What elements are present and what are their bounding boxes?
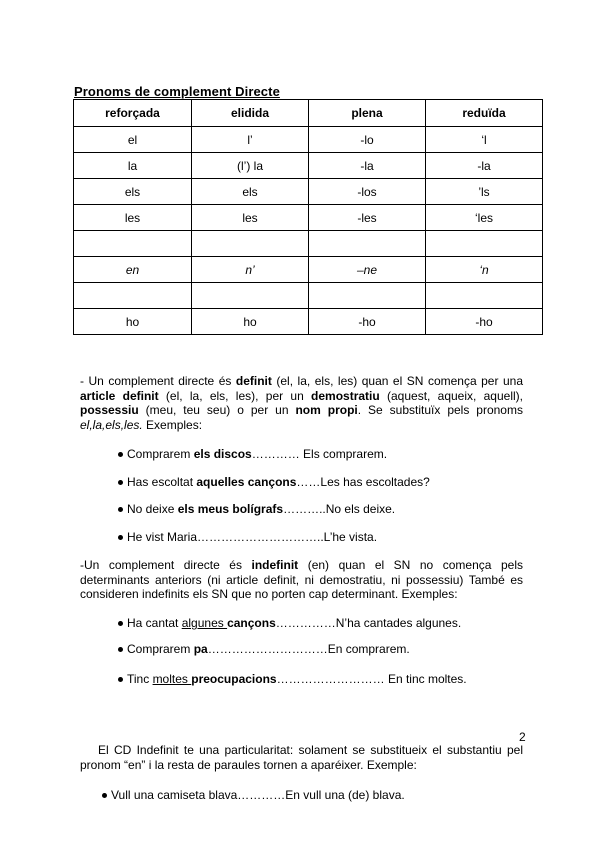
text-run: ………..No els deixe. <box>283 502 396 516</box>
bold-term: cançons <box>227 616 276 630</box>
bullet-icon <box>118 507 123 512</box>
indefinit-paragraph <box>80 558 523 602</box>
list-item <box>118 642 410 656</box>
table-row <box>74 153 543 179</box>
table-cell: ‘n <box>426 257 543 283</box>
bold-term: article definit <box>80 388 159 403</box>
table-row <box>74 205 543 231</box>
definit-paragraph <box>80 374 523 432</box>
table-cell <box>309 231 426 257</box>
text-run: ………… Els comprarem. <box>251 447 388 461</box>
bullet-icon <box>118 621 123 626</box>
bullet-icon <box>118 480 123 485</box>
page-title: Pronoms de complement Directe <box>74 84 280 99</box>
list-item <box>118 530 377 544</box>
bold-term: demostratiu <box>311 388 380 403</box>
table-cell <box>426 283 543 309</box>
bullet-icon <box>118 535 123 540</box>
text-run: Tinc <box>127 672 153 686</box>
table-cell: (l’) la <box>192 153 309 179</box>
page-number: 2 <box>519 730 526 744</box>
text-run: He vist Maria <box>127 530 198 544</box>
list-item <box>118 475 430 489</box>
table-cell: -les <box>309 205 426 231</box>
text-run: . Se substituïx pels pronoms <box>357 403 523 417</box>
text-run: Comprarem <box>127 642 194 656</box>
text-run: Has escoltat <box>127 475 197 489</box>
note-paragraph: El CD Indefinit te una particularitat: solament se substitueix el substantiu pel pronom “en” i la resta de paraules tornen a aparéixer. Exemple: <box>80 743 523 772</box>
list-item <box>118 502 395 516</box>
text-run: Ha cantat <box>127 616 182 630</box>
text-run: - Un complement directe és <box>80 374 236 388</box>
table-row <box>74 231 543 257</box>
table-cell <box>309 283 426 309</box>
pronoun-table <box>73 99 543 335</box>
list-item <box>118 447 387 461</box>
underlined-term: moltes <box>152 672 192 686</box>
table-row <box>74 179 543 205</box>
text-run: (el, la, els, les) quan el SN comença per una <box>271 374 523 388</box>
list-item <box>118 672 467 686</box>
text-run: -Un complement directe és <box>80 558 252 572</box>
table-cell: -la <box>426 153 543 179</box>
bullet-icon <box>118 677 123 682</box>
text-run: Exemples: <box>142 417 203 432</box>
bullet-icon <box>118 647 123 652</box>
table-cell: -los <box>309 179 426 205</box>
bold-term: aquelles cançons <box>196 475 297 489</box>
text-run: (meu, teu seu) o per un <box>138 403 296 417</box>
table-cell <box>74 231 192 257</box>
table-cell: les <box>74 205 192 231</box>
text-run: ……Les has escoltades? <box>296 475 430 489</box>
bullet-icon <box>118 452 123 457</box>
table-cell: en <box>74 257 192 283</box>
table-cell: ho <box>192 309 309 335</box>
table-cell <box>426 231 543 257</box>
underlined-term: algunes <box>181 616 228 630</box>
table-cell: n’ <box>192 257 309 283</box>
table-cell: les <box>192 205 309 231</box>
text-run: (el, la, els, les), per un <box>158 388 312 403</box>
bullet-icon <box>102 793 107 798</box>
table-cell: ‘l <box>426 127 543 153</box>
header-elidida: elidida <box>192 100 309 127</box>
bold-term: nom propi <box>295 403 358 417</box>
header-plena: plena <box>309 100 426 127</box>
text-run: ……………N’ha cantades algunes. <box>275 616 462 630</box>
bold-term: preocupacions <box>191 672 277 686</box>
table-cell: ’ls <box>426 179 543 205</box>
text-run: No deixe <box>127 502 178 516</box>
bold-term: els discos <box>193 447 252 461</box>
text-run: Comprarem <box>127 447 194 461</box>
table-cell: ho <box>74 309 192 335</box>
text-run: …………………………En comprarem. <box>207 642 410 656</box>
table-row <box>74 283 543 309</box>
table-row <box>74 257 543 283</box>
bold-term: els meus bolígrafs <box>177 502 284 516</box>
text-run: (en) quan el SN no comença pels determinants anteriors (ni article definit, ni demostratiu, ni possessiu) També es consideren indefinits els SN que no porten cap determinant. Exemples: <box>80 558 523 601</box>
table-row <box>74 309 543 335</box>
table-cell: el <box>74 127 192 153</box>
italic-term: el,la,els,les. <box>80 417 143 432</box>
table-cell: –ne <box>309 257 426 283</box>
text-run: Vull una camiseta blava…………En vull una (de) blava. <box>111 788 405 802</box>
table-cell <box>74 283 192 309</box>
table-cell: els <box>192 179 309 205</box>
bold-term: pa <box>193 642 208 656</box>
table-cell: -la <box>309 153 426 179</box>
text-run: (aquest, aqueix, aquell), <box>379 388 523 403</box>
bold-term: definit <box>235 374 272 388</box>
header-reduida: reduïda <box>426 100 543 127</box>
table-cell: l’ <box>192 127 309 153</box>
table-cell <box>192 283 309 309</box>
list-item <box>102 788 405 802</box>
text-run: …………………………..L’he vista. <box>197 530 378 544</box>
table-cell: els <box>74 179 192 205</box>
table-header-row <box>74 100 543 127</box>
bold-term: indefinit <box>251 558 299 572</box>
table-cell: la <box>74 153 192 179</box>
text-run: ……………………… En tinc moltes. <box>276 672 467 686</box>
list-item <box>118 616 461 630</box>
table-cell: -lo <box>309 127 426 153</box>
bold-term: possessiu <box>80 403 139 417</box>
table-cell: ‘les <box>426 205 543 231</box>
header-reforcada: reforçada <box>74 100 192 127</box>
table-cell: -ho <box>309 309 426 335</box>
table-row <box>74 127 543 153</box>
table-cell <box>192 231 309 257</box>
table-cell: -ho <box>426 309 543 335</box>
